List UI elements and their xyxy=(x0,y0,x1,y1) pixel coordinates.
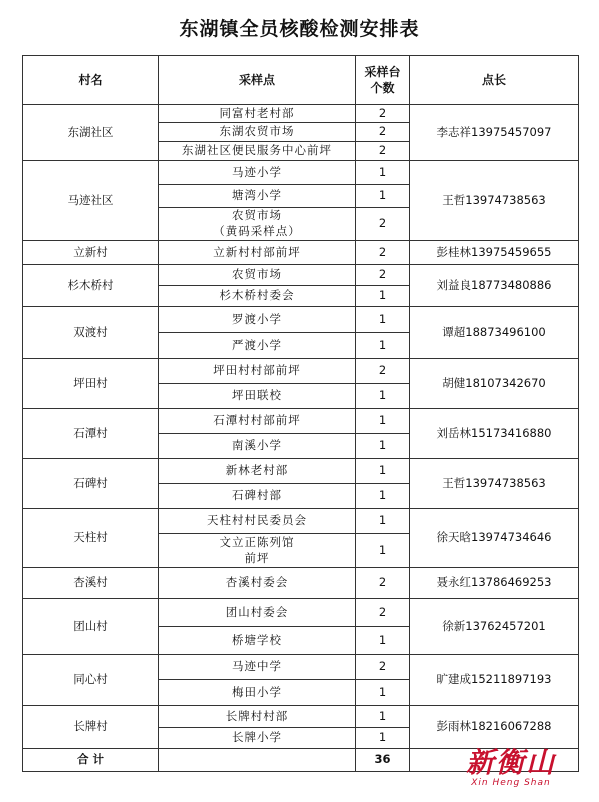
table-row xyxy=(23,105,579,123)
leader-cell: 李志祥13975457097 xyxy=(410,105,579,161)
village-cell: 石碑村 xyxy=(23,459,159,509)
count-cell: 2 xyxy=(356,208,410,241)
count-cell: 2 xyxy=(356,655,410,680)
count-cell: 1 xyxy=(356,333,410,359)
table-row xyxy=(23,568,579,599)
count-cell: 1 xyxy=(356,384,410,409)
count-cell: 2 xyxy=(356,265,410,286)
table-row xyxy=(23,706,579,728)
site-cell: 坪田村村部前坪 xyxy=(159,359,356,384)
count-cell: 1 xyxy=(356,706,410,728)
table-row xyxy=(23,459,579,484)
header-row xyxy=(23,56,579,105)
site-line1: 文立正陈列馆 xyxy=(219,534,295,549)
table-row xyxy=(23,265,579,286)
leader-cell: 谭超18873496100 xyxy=(410,307,579,359)
site-cell: 农贸市场 xyxy=(159,265,356,286)
site-cell: 团山村委会 xyxy=(159,599,356,627)
table-row xyxy=(23,307,579,333)
village-cell: 坪田村 xyxy=(23,359,159,409)
site-cell: 罗渡小学 xyxy=(159,307,356,333)
leader-cell: 刘益良18773480886 xyxy=(410,265,579,307)
village-cell: 马迹社区 xyxy=(23,161,159,241)
table-row xyxy=(23,655,579,680)
count-cell: 2 xyxy=(356,359,410,384)
site-cell: 长牌村村部 xyxy=(159,706,356,728)
table-row xyxy=(23,241,579,265)
site-line2: 前坪 xyxy=(244,550,270,565)
site-line2: （黄码采样点） xyxy=(213,224,301,238)
table-row xyxy=(23,161,579,185)
village-cell: 杏溪村 xyxy=(23,568,159,599)
site-cell: 塘湾小学 xyxy=(159,185,356,208)
site-cell: 梅田小学 xyxy=(159,680,356,706)
site-cell: 同富村老村部 xyxy=(159,105,356,123)
site-cell: 石潭村村部前坪 xyxy=(159,409,356,434)
site-cell: 坪田联校 xyxy=(159,384,356,409)
village-cell: 长牌村 xyxy=(23,706,159,749)
village-cell: 杉木桥村 xyxy=(23,265,159,307)
total-label: 合 计 xyxy=(23,749,159,772)
leader-cell: 聂永红13786469253 xyxy=(410,568,579,599)
site-cell: 杉木桥村委会 xyxy=(159,286,356,307)
site-cell: 长牌小学 xyxy=(159,728,356,749)
leader-cell: 彭雨林18216067288 xyxy=(410,706,579,749)
leader-cell: 刘岳林15173416880 xyxy=(410,409,579,459)
count-cell: 2 xyxy=(356,241,410,265)
header-village: 村名 xyxy=(23,56,159,105)
leader-cell: 王哲13974738563 xyxy=(410,161,579,241)
site-cell xyxy=(159,534,356,568)
site-cell: 桥塘学校 xyxy=(159,627,356,655)
site-cell: 天柱村村民委员会 xyxy=(159,509,356,534)
count-cell: 1 xyxy=(356,409,410,434)
header-count xyxy=(356,56,410,105)
schedule-table xyxy=(22,55,579,772)
count-cell: 1 xyxy=(356,434,410,459)
count-cell: 1 xyxy=(356,459,410,484)
village-cell: 团山村 xyxy=(23,599,159,655)
count-cell: 1 xyxy=(356,728,410,749)
village-cell: 东湖社区 xyxy=(23,105,159,161)
logo-chinese-text: 新衡山 xyxy=(465,746,556,779)
site-cell: 石碑村部 xyxy=(159,484,356,509)
leader-cell: 彭桂林13975459655 xyxy=(410,241,579,265)
site-cell: 东湖农贸市场 xyxy=(159,123,356,142)
table-row xyxy=(23,409,579,434)
site-cell: 南溪小学 xyxy=(159,434,356,459)
count-cell: 1 xyxy=(356,627,410,655)
header-leader: 点长 xyxy=(410,56,579,105)
village-cell: 天柱村 xyxy=(23,509,159,568)
count-cell: 2 xyxy=(356,599,410,627)
count-cell: 1 xyxy=(356,286,410,307)
site-cell: 新林老村部 xyxy=(159,459,356,484)
count-cell: 1 xyxy=(356,484,410,509)
site-cell xyxy=(159,208,356,241)
count-cell: 1 xyxy=(356,680,410,706)
village-cell: 立新村 xyxy=(23,241,159,265)
count-cell: 2 xyxy=(356,105,410,123)
logo-english-text: Xin Heng Shan xyxy=(471,778,551,788)
total-site-empty xyxy=(159,749,356,772)
count-cell: 1 xyxy=(356,307,410,333)
total-count: 36 xyxy=(356,749,410,772)
village-cell: 石潭村 xyxy=(23,409,159,459)
site-cell: 马迹中学 xyxy=(159,655,356,680)
leader-cell: 徐新13762457201 xyxy=(410,599,579,655)
site-cell: 马迹小学 xyxy=(159,161,356,185)
table-row xyxy=(23,509,579,534)
village-cell: 同心村 xyxy=(23,655,159,706)
table-row xyxy=(23,359,579,384)
count-cell: 1 xyxy=(356,534,410,568)
page-title: 东湖镇全员核酸检测安排表 xyxy=(179,18,420,40)
table-row xyxy=(23,599,579,627)
header-count-line1: 采样台 xyxy=(364,64,401,79)
leader-cell: 旷建成15211897193 xyxy=(410,655,579,706)
leader-cell: 胡健18107342670 xyxy=(410,359,579,409)
count-cell: 2 xyxy=(356,123,410,142)
count-cell: 1 xyxy=(356,185,410,208)
count-cell: 2 xyxy=(356,568,410,599)
site-line1: 农贸市场 xyxy=(232,208,282,223)
count-cell: 2 xyxy=(356,142,410,161)
header-site: 采样点 xyxy=(159,56,356,105)
site-cell: 杏溪村委会 xyxy=(159,568,356,599)
site-cell: 严渡小学 xyxy=(159,333,356,359)
leader-cell: 徐天晗13974734646 xyxy=(410,509,579,568)
header-count-line2: 个数 xyxy=(370,81,395,95)
site-cell: 东湖社区便民服务中心前坪 xyxy=(159,142,356,161)
village-cell: 双渡村 xyxy=(23,307,159,359)
count-cell: 1 xyxy=(356,161,410,185)
count-cell: 1 xyxy=(356,509,410,534)
watermark-logo xyxy=(451,748,571,788)
leader-cell: 王哲13974738563 xyxy=(410,459,579,509)
site-cell: 立新村村部前坪 xyxy=(159,241,356,265)
